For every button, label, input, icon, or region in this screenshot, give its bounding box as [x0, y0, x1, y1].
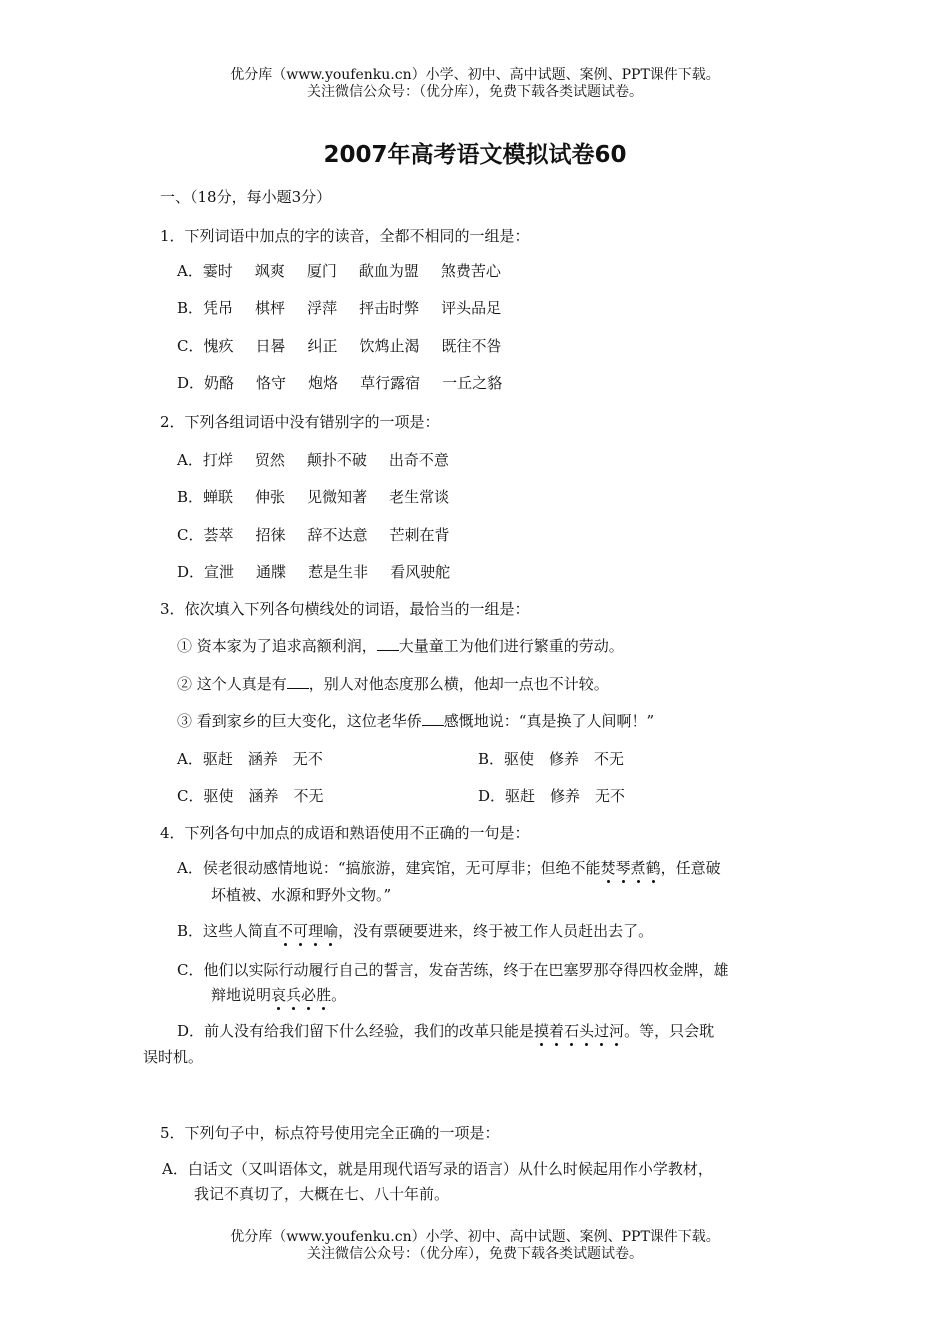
word: 通牒 — [256, 563, 287, 581]
sentence-text: ，没有票硬要进来，终于被工作人员赶出去了。 — [338, 922, 654, 940]
q2-option-a — [177, 449, 471, 471]
word: 厦门 — [306, 262, 337, 280]
q2-option-c — [177, 524, 472, 546]
option-label: B． — [177, 488, 204, 506]
option-label: A． — [177, 451, 203, 469]
word: 招徕 — [255, 526, 286, 544]
word: 贸然 — [254, 451, 285, 469]
emphasis-char: 必 — [301, 986, 317, 1004]
word: 奶酪 — [204, 374, 235, 392]
word: 芒刺在背 — [389, 526, 450, 544]
q3-option-a: A．驱赶 涵养 无不 — [177, 750, 323, 768]
q4-option-a-line-2: 坏植被、水源和野外文物。” — [211, 886, 392, 904]
q4-option-c-line-2 — [211, 984, 346, 1006]
word: 炮烙 — [308, 374, 339, 392]
emphasis-char: 兵 — [286, 986, 302, 1004]
option-label: B． — [177, 299, 204, 317]
option-label: C． — [177, 337, 204, 355]
word: 恪守 — [256, 374, 287, 392]
q4-option-b — [177, 920, 653, 942]
emphasis-char: 煮 — [630, 859, 646, 877]
option-label: D． — [177, 374, 205, 392]
sentence-text: 。等，只会耽 — [624, 1022, 715, 1040]
q3-stem: 3．依次填入下列各句横线处的词语，最恰当的一组是： — [160, 600, 530, 618]
sentence-text: ③ 看到家乡的巨大变化，这位老华侨 — [177, 712, 422, 730]
q1-option-a — [177, 260, 523, 282]
emphasis-char: 石 — [564, 1022, 580, 1040]
word: 荟萃 — [203, 526, 234, 544]
q4-option-d-line-2: 误时机。 — [143, 1048, 204, 1066]
page-header-top — [0, 67, 950, 101]
emphasis-char: 鹤 — [645, 859, 661, 877]
q2-option-b — [177, 486, 471, 508]
sentence-text: A．侯老很动感情地说：“搞旅游，建宾馆，无可厚非；但绝不能 — [177, 859, 601, 877]
section-heading: 一、（18分，每小题3分） — [160, 188, 332, 206]
word: 凭吊 — [203, 299, 234, 317]
footer-line-2: 关注微信公众号：（优分库），免费下载各类试题试卷。 — [307, 1246, 643, 1262]
word: 辞不达意 — [307, 526, 368, 544]
q3-option-b: B．驱使 修养 不无 — [478, 750, 625, 768]
q1-option-b — [177, 297, 523, 319]
word: 伸张 — [255, 488, 286, 506]
word: 评头品足 — [441, 299, 502, 317]
emphasis-char: 哀 — [271, 986, 287, 1004]
q3-sentence-2 — [177, 673, 609, 695]
word: 飒爽 — [254, 262, 285, 280]
emphasis-char: 喻 — [323, 922, 339, 940]
exam-title: 2007年高考语文模拟试卷60 — [323, 142, 627, 168]
page-footer — [0, 1229, 950, 1263]
sentence-text: D．前人没有给我们留下什么经验，我们的改革只能是 — [177, 1022, 535, 1040]
header-line-1: 优分库（www.youfenku.cn）小学、初中、高中试题、案例、PPT课件下载。 — [230, 67, 720, 83]
word: 歃血为盟 — [358, 262, 419, 280]
emphasis-char: 过 — [594, 1022, 610, 1040]
sentence-text: 大量童工为他们进行繁重的劳动。 — [398, 637, 624, 655]
fill-blank — [377, 636, 399, 651]
emphasis-char: 着 — [549, 1022, 565, 1040]
emphasis-char: 可 — [293, 922, 309, 940]
word: 抨击时弊 — [359, 299, 420, 317]
emphasis-char: 头 — [579, 1022, 595, 1040]
q2-option-d — [177, 561, 472, 583]
emphasis-char: 摸 — [534, 1022, 550, 1040]
q4-option-d-line-1 — [177, 1020, 714, 1042]
word: 霎时 — [202, 262, 233, 280]
q3-option-d: D．驱赶 修养 无不 — [478, 787, 626, 805]
word: 浮萍 — [307, 299, 338, 317]
emphasis-char: 焚 — [600, 859, 616, 877]
q1-option-c — [177, 335, 524, 357]
sentence-text: ① 资本家为了追求高额利润， — [177, 637, 377, 655]
word: 惹是生非 — [308, 563, 369, 581]
word: 棋枰 — [255, 299, 286, 317]
word: 颠扑不破 — [306, 451, 367, 469]
word: 煞费苦心 — [440, 262, 501, 280]
word: 草行露宿 — [360, 374, 421, 392]
word: 饮鸩止渴 — [359, 337, 420, 355]
option-label: D． — [177, 563, 205, 581]
word: 愧疚 — [203, 337, 234, 355]
dotted-idiom — [534, 1022, 624, 1040]
emphasis-char: 河 — [609, 1022, 625, 1040]
q1-stem: 1．下列词语中加点的字的读音，全都不相同的一组是： — [160, 227, 530, 245]
sentence-text: 感慨地说：“真是换了人间啊！” — [443, 712, 655, 730]
sentence-text: ② 这个人真是有 — [177, 675, 287, 693]
dotted-idiom — [278, 922, 338, 940]
word: 日晷 — [255, 337, 286, 355]
emphasis-char: 理 — [308, 922, 324, 940]
q4-stem: 4．下列各句中加点的成语和熟语使用不正确的一句是： — [160, 824, 530, 842]
option-label: C． — [177, 526, 204, 544]
word: 一丘之貉 — [442, 374, 503, 392]
word: 老生常谈 — [389, 488, 450, 506]
q5-option-a-line-1: A．白话文（又叫语体文，就是用现代语写录的语言）从什么时候起用作小学教材， — [162, 1160, 713, 1178]
q5-stem: 5．下列句子中，标点符号使用完全正确的一项是： — [160, 1124, 500, 1142]
sentence-text: ，任意破 — [660, 859, 721, 877]
dotted-idiom — [271, 986, 331, 1004]
sentence-text: B．这些人简直 — [177, 922, 279, 940]
emphasis-char: 胜 — [316, 986, 332, 1004]
q5-option-a-line-2: 我记不真切了，大概在七、八十年前。 — [194, 1185, 450, 1203]
footer-line-1: 优分库（www.youfenku.cn）小学、初中、高中试题、案例、PPT课件下载。 — [230, 1229, 720, 1245]
word: 打烊 — [202, 451, 233, 469]
word: 既往不咎 — [441, 337, 502, 355]
q4-option-a-line-1 — [177, 857, 721, 879]
q1-option-d — [177, 372, 524, 394]
q2-stem: 2．下列各组词语中没有错别字的一项是： — [160, 413, 440, 431]
sentence-text: ，别人对他态度那么横，他却一点也不计较。 — [308, 675, 609, 693]
fill-blank — [287, 674, 309, 689]
emphasis-char: 琴 — [615, 859, 631, 877]
dotted-idiom — [601, 859, 661, 877]
sentence-text: 。 — [331, 986, 347, 1004]
word: 宣泄 — [204, 563, 235, 581]
word: 蝉联 — [203, 488, 234, 506]
word: 看风驶舵 — [390, 563, 451, 581]
q3-sentence-1 — [177, 635, 624, 657]
q3-option-c: C．驱使 涵养 不无 — [177, 787, 324, 805]
header-line-2: 关注微信公众号：（优分库），免费下载各类试题试卷。 — [307, 84, 643, 100]
q3-sentence-3 — [177, 710, 654, 732]
option-label: A． — [177, 262, 203, 280]
word: 见微知著 — [307, 488, 368, 506]
word: 出奇不意 — [388, 451, 449, 469]
emphasis-char: 不 — [278, 922, 294, 940]
word: 纠正 — [307, 337, 338, 355]
sentence-text: 辩地说明 — [211, 986, 272, 1004]
q4-option-c-line-1: C．他们以实际行动履行自己的誓言，发奋苦练，终于在巴塞罗那夺得四枚金牌，雄 — [177, 961, 729, 979]
fill-blank — [422, 711, 444, 726]
